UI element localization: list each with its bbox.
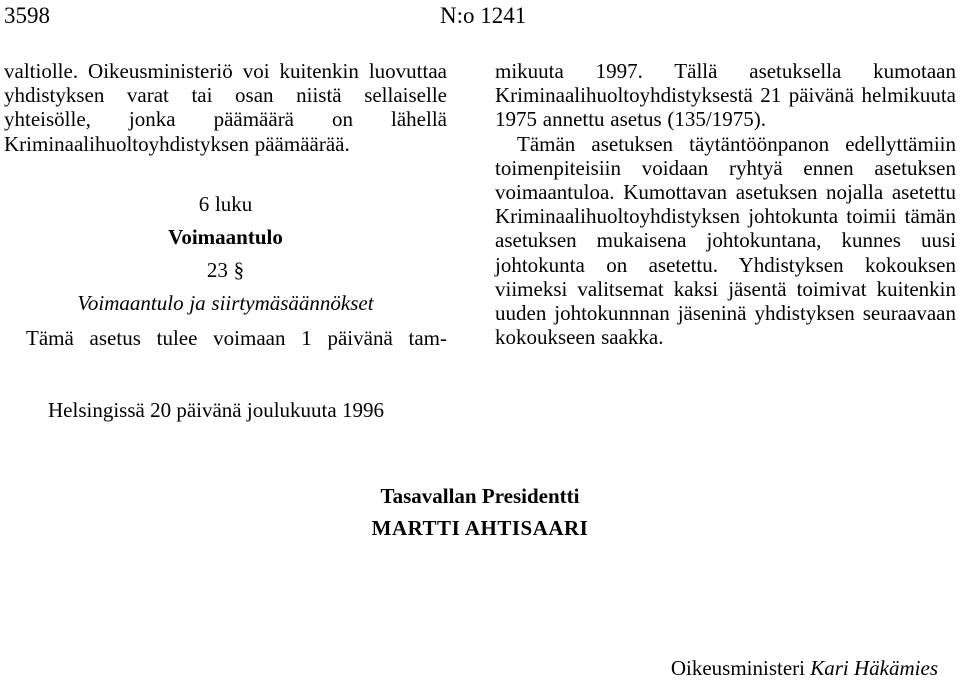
page-number: 3598 [4, 3, 50, 28]
minister-signature [671, 656, 938, 680]
chapter-title: Voimaantulo [168, 225, 283, 250]
section-title: Voimaantulo ja siirtymäsäännökset [77, 291, 374, 316]
chapter-number: 6 luku [198, 191, 253, 216]
issue-number: N:o 1241 [440, 3, 527, 28]
minister-name: Kari Häkämies [810, 656, 938, 680]
left-column [4, 59, 447, 350]
paragraph-transition: Tämän asetuksen täytäntöönpanon edellyttämiin toimenpiteisiin voidaan ryhtyä ennen asetuksen voimaantuloa. Kumottavan asetuksen nojalla asetettu Kriminaalihuoltoyhdistyksen johtokunta toimii tämän asetuksen mukaisena johtokuntana, kunnes uusi johtokunta on asetettu. Yhdistyksen kokouksen viimeksi valitsemat kaksi jäsentä toimivat kuitenkin uuden johtokunnnan jäseninä yhdistyksen seuraavaan kokoukseen saakka. [495, 131, 956, 350]
place-date: Helsingissä 20 päivänä joulukuuta 1996 [48, 398, 384, 422]
section-number: 23 § [206, 258, 245, 283]
paragraph-continuation: mikuuta 1997. Tällä asetuksella kumotaan Kriminaalihuoltoyhdistyksestä 21 päivänä helmikuuta 1975 annettu asetus (135/1975). [495, 59, 956, 132]
right-column [495, 59, 956, 349]
section-start-text: Tämä asetus tulee voimaan 1 päivänä tam- [26, 325, 447, 350]
signatory-title: Tasavallan Presidentti [380, 484, 580, 508]
intro-paragraph: valtiolle. Oikeusministeriö voi kuitenkin luovuttaa yhdistyksen varat tai osan niistä sellaiselle yhteisölle, jonka päämäärä on lähellä Kriminaalihuoltoyhdistyksen päämäärää. [4, 59, 447, 156]
minister-title: Oikeusministeri [670, 656, 805, 680]
signatory-name: MARTTI AHTISAARI [371, 516, 589, 540]
